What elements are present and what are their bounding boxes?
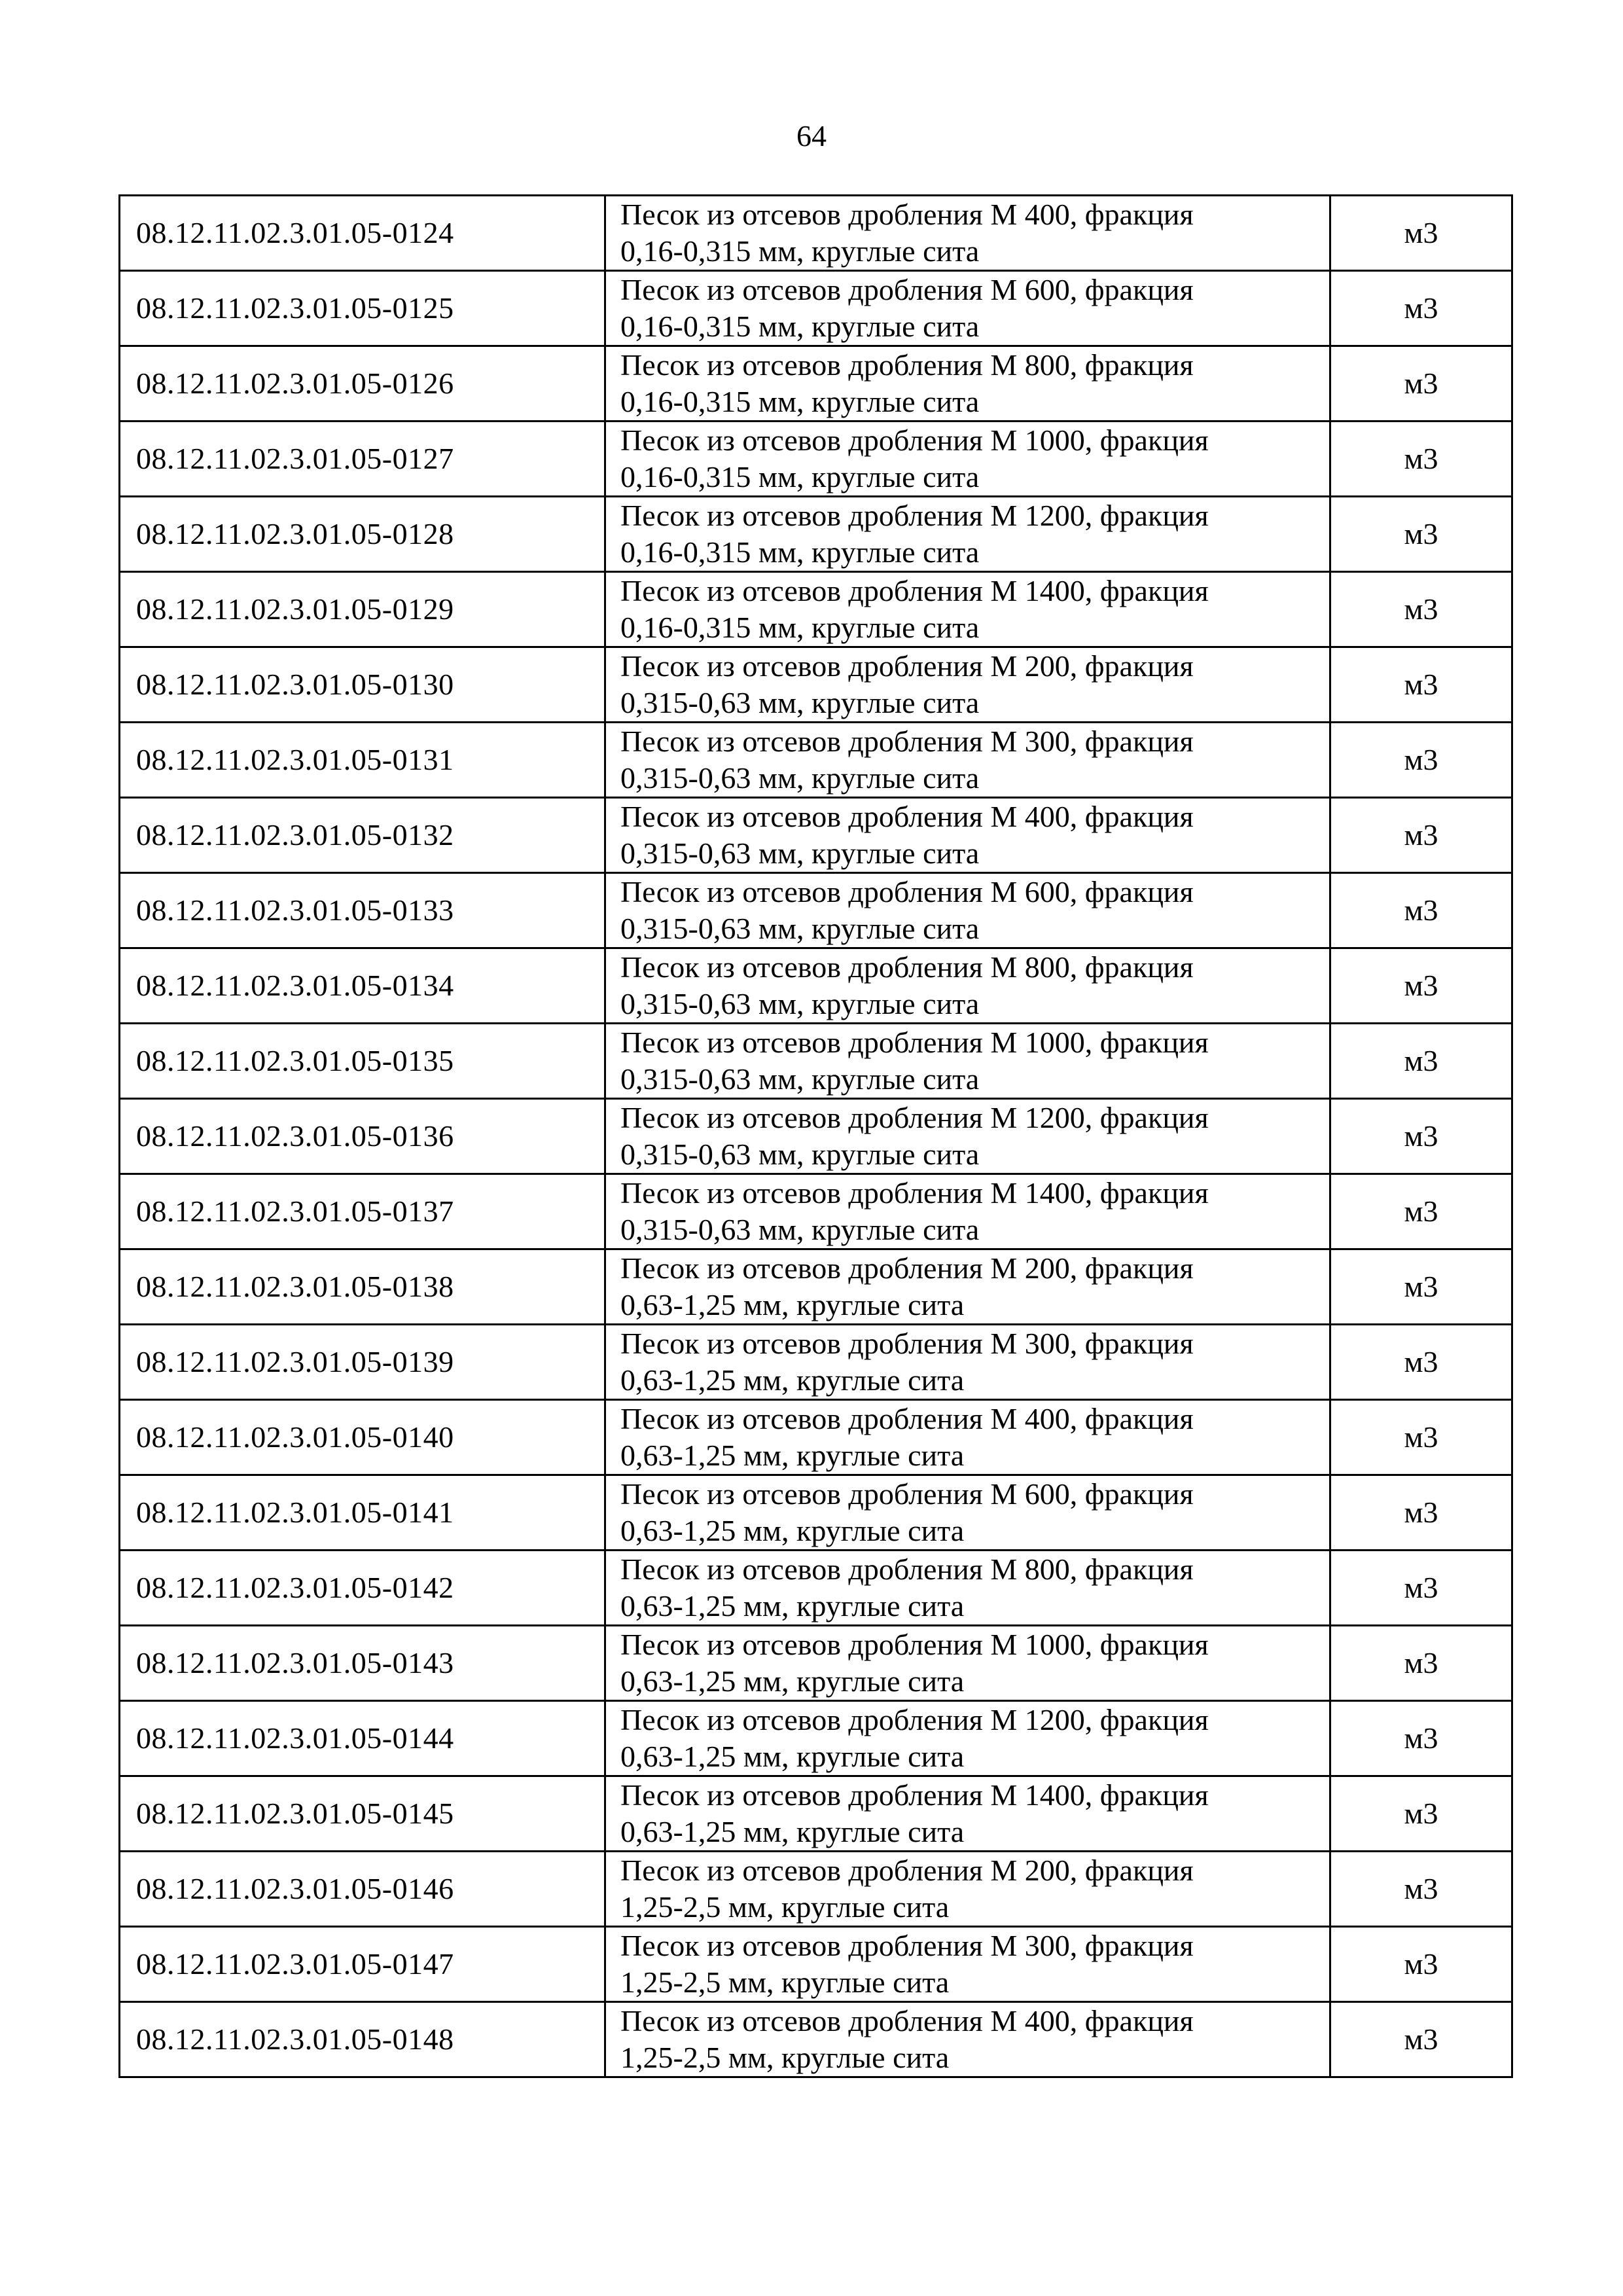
table-row <box>120 1626 1512 1701</box>
table-row <box>120 196 1512 271</box>
unit-cell: м3 <box>1330 1400 1512 1475</box>
resource-code-cell: 08.12.11.02.3.01.05-0135 <box>120 1024 605 1099</box>
resource-name-cell <box>605 723 1330 798</box>
resource-code-cell: 08.12.11.02.3.01.05-0137 <box>120 1174 605 1249</box>
unit-cell: м3 <box>1330 873 1512 948</box>
unit-cell: м3 <box>1330 572 1512 647</box>
unit-cell: м3 <box>1330 422 1512 497</box>
resource-code-cell: 08.12.11.02.3.01.05-0140 <box>120 1400 605 1475</box>
resource-table <box>118 194 1513 2078</box>
resource-name-line2: 1,25-2,5 мм, круглые сита <box>620 2041 950 2074</box>
table-row <box>120 1776 1512 1852</box>
resource-name-cell <box>605 1400 1330 1475</box>
table-row <box>120 798 1512 873</box>
resource-name-line2: 0,63-1,25 мм, круглые сита <box>620 1514 965 1547</box>
resource-name-line1: Песок из отсевов дробления М 1400, фракция <box>620 574 1209 607</box>
resource-code-cell: 08.12.11.02.3.01.05-0129 <box>120 572 605 647</box>
resource-name-cell <box>605 1551 1330 1626</box>
resource-code-cell: 08.12.11.02.3.01.05-0147 <box>120 1927 605 2002</box>
table-row <box>120 422 1512 497</box>
unit-cell: м3 <box>1330 1325 1512 1400</box>
table-row <box>120 1249 1512 1325</box>
resource-name-line2: 0,16-0,315 мм, круглые сита <box>620 234 980 268</box>
table-row <box>120 1325 1512 1400</box>
resource-code-cell: 08.12.11.02.3.01.05-0130 <box>120 647 605 723</box>
resource-name-line2: 1,25-2,5 мм, круглые сита <box>620 1965 950 1999</box>
resource-name-line1: Песок из отсевов дробления М 1000, фракция <box>620 1026 1209 1059</box>
resource-name-line1: Песок из отсевов дробления М 200, фракция <box>620 1251 1194 1285</box>
resource-name-line1: Песок из отсевов дробления М 1200, фракция <box>620 1703 1209 1736</box>
unit-cell: м3 <box>1330 723 1512 798</box>
unit-cell: м3 <box>1330 798 1512 873</box>
resource-name-cell <box>605 1701 1330 1776</box>
resource-code-cell: 08.12.11.02.3.01.05-0133 <box>120 873 605 948</box>
resource-name-cell <box>605 572 1330 647</box>
resource-name-line2: 0,63-1,25 мм, круглые сита <box>620 1439 965 1472</box>
unit-cell: м3 <box>1330 1626 1512 1701</box>
resource-name-line1: Песок из отсевов дробления М 1200, фракция <box>620 499 1209 532</box>
resource-name-line2: 0,63-1,25 мм, круглые сита <box>620 1589 965 1623</box>
resource-name-cell <box>605 2002 1330 2077</box>
table-row <box>120 1400 1512 1475</box>
table-row <box>120 647 1512 723</box>
resource-code-cell: 08.12.11.02.3.01.05-0148 <box>120 2002 605 2077</box>
unit-cell: м3 <box>1330 1475 1512 1551</box>
resource-code-cell: 08.12.11.02.3.01.05-0136 <box>120 1099 605 1174</box>
resource-name-cell <box>605 1626 1330 1701</box>
resource-name-cell <box>605 1776 1330 1852</box>
resource-name-line1: Песок из отсевов дробления М 300, фракция <box>620 1327 1194 1360</box>
resource-code-cell: 08.12.11.02.3.01.05-0127 <box>120 422 605 497</box>
table-row <box>120 873 1512 948</box>
unit-cell: м3 <box>1330 647 1512 723</box>
resource-name-cell <box>605 497 1330 572</box>
unit-cell: м3 <box>1330 1174 1512 1249</box>
resource-code-cell: 08.12.11.02.3.01.05-0144 <box>120 1701 605 1776</box>
resource-name-line2: 0,16-0,315 мм, круглые сита <box>620 310 980 343</box>
resource-name-line1: Песок из отсевов дробления М 1400, фракция <box>620 1176 1209 1210</box>
resource-code-cell: 08.12.11.02.3.01.05-0131 <box>120 723 605 798</box>
table-row <box>120 1701 1512 1776</box>
resource-name-line1: Песок из отсевов дробления М 400, фракция <box>620 2004 1194 2037</box>
table-row <box>120 497 1512 572</box>
resource-name-cell <box>605 1927 1330 2002</box>
table-row <box>120 723 1512 798</box>
resource-code-cell: 08.12.11.02.3.01.05-0145 <box>120 1776 605 1852</box>
resource-name-line1: Песок из отсевов дробления М 800, фракция <box>620 348 1194 382</box>
table-row <box>120 1024 1512 1099</box>
resource-name-cell <box>605 196 1330 271</box>
unit-cell: м3 <box>1330 1249 1512 1325</box>
unit-cell: м3 <box>1330 271 1512 346</box>
unit-cell: м3 <box>1330 1024 1512 1099</box>
resource-code-cell: 08.12.11.02.3.01.05-0125 <box>120 271 605 346</box>
table-row <box>120 948 1512 1024</box>
unit-cell: м3 <box>1330 497 1512 572</box>
table-row <box>120 2002 1512 2077</box>
resource-name-line2: 0,16-0,315 мм, круглые сита <box>620 611 980 644</box>
resource-name-cell <box>605 346 1330 422</box>
resource-name-line2: 0,63-1,25 мм, круглые сита <box>620 1664 965 1698</box>
resource-name-line2: 0,63-1,25 мм, круглые сита <box>620 1740 965 1773</box>
resource-name-line1: Песок из отсевов дробления М 1000, фракция <box>620 423 1209 457</box>
unit-cell: м3 <box>1330 1852 1512 1927</box>
resource-name-line2: 0,16-0,315 мм, круглые сита <box>620 535 980 569</box>
resource-name-line1: Песок из отсевов дробления М 200, фракция <box>620 1854 1194 1887</box>
resource-name-line1: Песок из отсевов дробления М 300, фракция <box>620 725 1194 758</box>
unit-cell: м3 <box>1330 196 1512 271</box>
resource-name-cell <box>605 1475 1330 1551</box>
resource-name-line2: 0,315-0,63 мм, круглые сита <box>620 1062 980 1096</box>
resource-name-cell <box>605 1249 1330 1325</box>
resource-name-cell <box>605 798 1330 873</box>
resource-name-line2: 0,315-0,63 мм, круглые сита <box>620 1213 980 1246</box>
resource-name-cell <box>605 1174 1330 1249</box>
table-row <box>120 1174 1512 1249</box>
resource-name-line1: Песок из отсевов дробления М 200, фракция <box>620 649 1194 683</box>
resource-name-line2: 0,315-0,63 мм, круглые сита <box>620 836 980 870</box>
resource-name-line1: Песок из отсевов дробления М 600, фракция <box>620 273 1194 306</box>
resource-code-cell: 08.12.11.02.3.01.05-0143 <box>120 1626 605 1701</box>
unit-cell: м3 <box>1330 1701 1512 1776</box>
resource-name-line1: Песок из отсевов дробления М 1200, фракция <box>620 1101 1209 1134</box>
resource-name-cell <box>605 1024 1330 1099</box>
table-row <box>120 1927 1512 2002</box>
resource-code-cell: 08.12.11.02.3.01.05-0128 <box>120 497 605 572</box>
resource-name-line1: Песок из отсевов дробления М 1000, фракция <box>620 1628 1209 1661</box>
resource-code-cell: 08.12.11.02.3.01.05-0134 <box>120 948 605 1024</box>
resource-name-line2: 0,315-0,63 мм, круглые сита <box>620 761 980 795</box>
table-row <box>120 1099 1512 1174</box>
resource-name-cell <box>605 1099 1330 1174</box>
unit-cell: м3 <box>1330 346 1512 422</box>
resource-name-cell <box>605 1852 1330 1927</box>
unit-cell: м3 <box>1330 1927 1512 2002</box>
resource-name-cell <box>605 647 1330 723</box>
resource-name-cell <box>605 422 1330 497</box>
resource-name-line2: 0,315-0,63 мм, круглые сита <box>620 1138 980 1171</box>
resource-code-cell: 08.12.11.02.3.01.05-0146 <box>120 1852 605 1927</box>
resource-name-line2: 0,63-1,25 мм, круглые сита <box>620 1815 965 1848</box>
unit-cell: м3 <box>1330 2002 1512 2077</box>
table-row <box>120 346 1512 422</box>
resource-name-cell <box>605 271 1330 346</box>
table-body <box>120 196 1512 2077</box>
resource-name-line1: Песок из отсевов дробления М 300, фракция <box>620 1929 1194 1962</box>
resource-name-line2: 0,315-0,63 мм, круглые сита <box>620 987 980 1020</box>
page-number: 64 <box>796 119 827 152</box>
table-row <box>120 1551 1512 1626</box>
table-row <box>120 572 1512 647</box>
resource-name-line1: Песок из отсевов дробления М 800, фракция <box>620 1552 1194 1586</box>
resource-code-cell: 08.12.11.02.3.01.05-0139 <box>120 1325 605 1400</box>
resource-name-line1: Песок из отсевов дробления М 400, фракция <box>620 198 1194 231</box>
resource-name-line2: 1,25-2,5 мм, круглые сита <box>620 1890 950 1924</box>
unit-cell: м3 <box>1330 1099 1512 1174</box>
resource-name-line1: Песок из отсевов дробления М 800, фракция <box>620 950 1194 984</box>
unit-cell: м3 <box>1330 948 1512 1024</box>
resource-code-cell: 08.12.11.02.3.01.05-0132 <box>120 798 605 873</box>
resource-name-line2: 0,315-0,63 мм, круглые сита <box>620 912 980 945</box>
resource-code-cell: 08.12.11.02.3.01.05-0138 <box>120 1249 605 1325</box>
resource-name-line1: Песок из отсевов дробления М 400, фракция <box>620 1402 1194 1435</box>
resource-name-line1: Песок из отсевов дробления М 400, фракция <box>620 800 1194 833</box>
resource-name-line2: 0,63-1,25 мм, круглые сита <box>620 1363 965 1397</box>
resource-name-line2: 0,16-0,315 мм, круглые сита <box>620 385 980 418</box>
resource-code-cell: 08.12.11.02.3.01.05-0126 <box>120 346 605 422</box>
resource-name-cell <box>605 873 1330 948</box>
resource-name-line1: Песок из отсевов дробления М 1400, фракция <box>620 1778 1209 1812</box>
resource-code-cell: 08.12.11.02.3.01.05-0142 <box>120 1551 605 1626</box>
resource-name-line2: 0,16-0,315 мм, круглые сита <box>620 460 980 493</box>
resource-name-line1: Песок из отсевов дробления М 600, фракция <box>620 1477 1194 1511</box>
resource-name-line2: 0,63-1,25 мм, круглые сита <box>620 1288 965 1321</box>
resource-name-line1: Песок из отсевов дробления М 600, фракция <box>620 875 1194 908</box>
unit-cell: м3 <box>1330 1551 1512 1626</box>
resource-name-line2: 0,315-0,63 мм, круглые сита <box>620 686 980 719</box>
resource-code-cell: 08.12.11.02.3.01.05-0124 <box>120 196 605 271</box>
table-row <box>120 1475 1512 1551</box>
table-row <box>120 271 1512 346</box>
resource-code-cell: 08.12.11.02.3.01.05-0141 <box>120 1475 605 1551</box>
unit-cell: м3 <box>1330 1776 1512 1852</box>
resource-name-cell <box>605 1325 1330 1400</box>
table-row <box>120 1852 1512 1927</box>
resource-name-cell <box>605 948 1330 1024</box>
